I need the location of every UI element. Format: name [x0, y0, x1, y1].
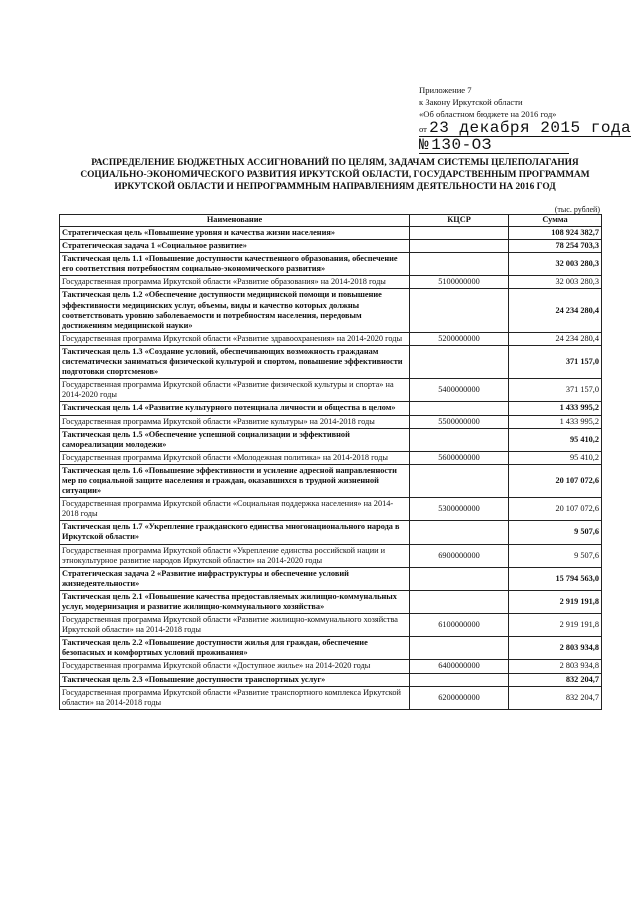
cell-name: Государственная программа Иркутской области «Социальная поддержка населения» на 2014-2018 годы — [60, 498, 410, 521]
appendix-line-1: Приложение 7 — [419, 85, 472, 95]
cell-name: Тактическая цель 2.3 «Повышение доступности транспортных услуг» — [60, 673, 410, 686]
cell-name: Государственная программа Иркутской области «Доступное жилье» на 2014-2020 годы — [60, 660, 410, 673]
budget-table — [59, 214, 602, 710]
cell-code — [410, 590, 509, 613]
cell-code — [410, 345, 509, 378]
header-code: КЦСР — [410, 215, 509, 227]
cell-name: Тактическая цель 1.1 «Повышение доступности качественного образования, обеспечение его соответствия потребностям социально-экономического развития» — [60, 253, 410, 276]
cell-code: 5400000000 — [410, 379, 509, 402]
cell-sum: 371 157,0 — [509, 379, 602, 402]
cell-name: Тактическая цель 2.1 «Повышение качества предоставляемых жилищно-коммунальных услуг, модернизация и развитие жилищно-коммунального хозяйства» — [60, 590, 410, 613]
cell-name: Государственная программа Иркутской области «Укрепление единства российской нации и этнокультурное развитие народов Иркутской области» на 2014-2020 годы — [60, 544, 410, 567]
table-row — [60, 227, 602, 240]
cell-code: 6900000000 — [410, 544, 509, 567]
table-row — [60, 521, 602, 544]
cell-code — [410, 227, 509, 240]
cell-sum: 20 107 072,6 — [509, 498, 602, 521]
table-row — [60, 415, 602, 428]
cell-code: 5500000000 — [410, 415, 509, 428]
cell-code: 6200000000 — [410, 686, 509, 709]
cell-sum: 95 410,2 — [509, 451, 602, 464]
cell-code: 6400000000 — [410, 660, 509, 673]
appendix-line-2: к Закону Иркутской области — [419, 97, 523, 107]
appendix-number-value: 130-ОЗ — [431, 136, 492, 154]
cell-sum: 2 803 934,8 — [509, 637, 602, 660]
cell-name: Тактическая цель 1.5 «Обеспечение успешной социализации и эффективной самореализации молодежи» — [60, 428, 410, 451]
appendix-number-prefix: № — [419, 136, 430, 154]
cell-code — [410, 240, 509, 253]
cell-name: Тактическая цель 1.4 «Развитие культурного потенциала личности и общества в целом» — [60, 402, 410, 415]
cell-sum: 1 433 995,2 — [509, 415, 602, 428]
table-row — [60, 614, 602, 637]
appendix-line-3: «Об областном бюджете на 2016 год» — [419, 109, 557, 119]
cell-code — [410, 521, 509, 544]
cell-name: Стратегическая задача 2 «Развитие инфраструктуры и обеспечение условий жизнедеятельности» — [60, 567, 410, 590]
cell-code: 6100000000 — [410, 614, 509, 637]
table-row — [60, 686, 602, 709]
cell-code — [410, 428, 509, 451]
table-row — [60, 673, 602, 686]
cell-code — [410, 253, 509, 276]
cell-name: Тактическая цель 1.6 «Повышение эффективности и усиление адресной направленности мер по социальной защите населения и граждан, оказавшихся в трудной жизненной ситуации» — [60, 464, 410, 497]
table-row — [60, 451, 602, 464]
appendix-date-value: 23 декабря 2015 года — [429, 119, 632, 137]
table-row — [60, 276, 602, 289]
cell-code — [410, 673, 509, 686]
units-label: (тыс. рублей) — [554, 205, 600, 214]
header-sum: Сумма — [509, 215, 602, 227]
cell-sum: 2 919 191,8 — [509, 614, 602, 637]
cell-sum: 1 433 995,2 — [509, 402, 602, 415]
cell-name: Государственная программа Иркутской области «Развитие здравоохранения» на 2014-2020 годы — [60, 332, 410, 345]
cell-sum: 78 254 703,3 — [509, 240, 602, 253]
cell-code: 5600000000 — [410, 451, 509, 464]
appendix-number-row — [419, 137, 569, 154]
cell-name: Тактическая цель 1.2 «Обеспечение доступности медицинской помощи и повышение эффективности медицинских услуг, объемы, виды и качество которых должны соответствовать уровню заболеваемости и потребностям населения, передовым достижениям медицинской науки» — [60, 289, 410, 332]
cell-name: Государственная программа Иркутской области «Развитие жилищно-коммунального хозяйства Иркутской области» на 2014-2018 годы — [60, 614, 410, 637]
cell-sum: 24 234 280,4 — [509, 332, 602, 345]
cell-code — [410, 637, 509, 660]
table-row — [60, 332, 602, 345]
table-row — [60, 379, 602, 402]
cell-name: Государственная программа Иркутской области «Молодежная политика» на 2014-2018 годы — [60, 451, 410, 464]
cell-name: Государственная программа Иркутской области «Развитие образования» на 2014-2018 годы — [60, 276, 410, 289]
table-row — [60, 464, 602, 497]
cell-code: 5200000000 — [410, 332, 509, 345]
cell-name: Стратегическая задача 1 «Социальное развитие» — [60, 240, 410, 253]
cell-name: Стратегическая цель «Повышение уровня и качества жизни населения» — [60, 227, 410, 240]
cell-sum: 371 157,0 — [509, 345, 602, 378]
cell-name: Государственная программа Иркутской области «Развитие физической культуры и спорта» на 2014-2020 годы — [60, 379, 410, 402]
cell-code — [410, 464, 509, 497]
appendix-date-row — [419, 120, 631, 137]
appendix-block — [419, 84, 640, 154]
cell-name: Тактическая цель 2.2 «Повышение доступности жилья для граждан, обеспечение безопасных и комфортных условий проживания» — [60, 637, 410, 660]
table-row — [60, 253, 602, 276]
cell-sum: 2 803 934,8 — [509, 660, 602, 673]
cell-sum: 15 794 563,0 — [509, 567, 602, 590]
cell-code — [410, 289, 509, 332]
cell-sum: 9 507,6 — [509, 544, 602, 567]
cell-code: 5300000000 — [410, 498, 509, 521]
table-row — [60, 402, 602, 415]
table-row — [60, 240, 602, 253]
cell-sum: 32 003 280,3 — [509, 276, 602, 289]
cell-code — [410, 567, 509, 590]
document-title: РАСПРЕДЕЛЕНИЕ БЮДЖЕТНЫХ АССИГНОВАНИЙ ПО ЦЕЛЯМ, ЗАДАЧАМ СИСТЕМЫ ЦЕЛЕПОЛАГАНИЯ СОЦИАЛЬНО-ЭКОНОМИЧЕСКОГО РАЗВИТИЯ ИРКУТСКОЙ ОБЛАСТИ, ГОСУДАРСТВЕННЫМ ПРОГРАММАМ ИРКУТСКОЙ ОБЛАСТИ И НЕПРОГРАММНЫМ НАПРАВЛЕНИЯМ ДЕЯТЕЛЬНОСТИ НА 2016 ГОД — [80, 158, 590, 193]
cell-sum: 832 204,7 — [509, 673, 602, 686]
table-row — [60, 289, 602, 332]
table-row — [60, 544, 602, 567]
cell-name: Тактическая цель 1.7 «Укрепление гражданского единства многонационального народа в Иркутской области» — [60, 521, 410, 544]
cell-name: Тактическая цель 1.3 «Создание условий, обеспечивающих возможность гражданам систематически заниматься физической культурой и спортом, повышение эффективности подготовки спортсменов» — [60, 345, 410, 378]
table-body — [60, 227, 602, 710]
table-row — [60, 660, 602, 673]
table-row — [60, 498, 602, 521]
cell-sum: 24 234 280,4 — [509, 289, 602, 332]
cell-sum: 20 107 072,6 — [509, 464, 602, 497]
table-row — [60, 345, 602, 378]
table-header-row — [60, 215, 602, 227]
header-name: Наименование — [60, 215, 410, 227]
table-row — [60, 428, 602, 451]
table-row — [60, 590, 602, 613]
appendix-date-prefix: от — [419, 124, 427, 134]
table-row — [60, 567, 602, 590]
cell-name: Государственная программа Иркутской области «Развитие культуры» на 2014-2018 годы — [60, 415, 410, 428]
cell-sum: 2 919 191,8 — [509, 590, 602, 613]
cell-name: Государственная программа Иркутской области «Развитие транспортного комплекса Иркутской области» на 2014-2018 годы — [60, 686, 410, 709]
cell-sum: 95 410,2 — [509, 428, 602, 451]
table-row — [60, 637, 602, 660]
cell-sum: 32 003 280,3 — [509, 253, 602, 276]
cell-code: 5100000000 — [410, 276, 509, 289]
cell-sum: 832 204,7 — [509, 686, 602, 709]
cell-sum: 9 507,6 — [509, 521, 602, 544]
cell-code — [410, 402, 509, 415]
cell-sum: 108 924 382,7 — [509, 227, 602, 240]
